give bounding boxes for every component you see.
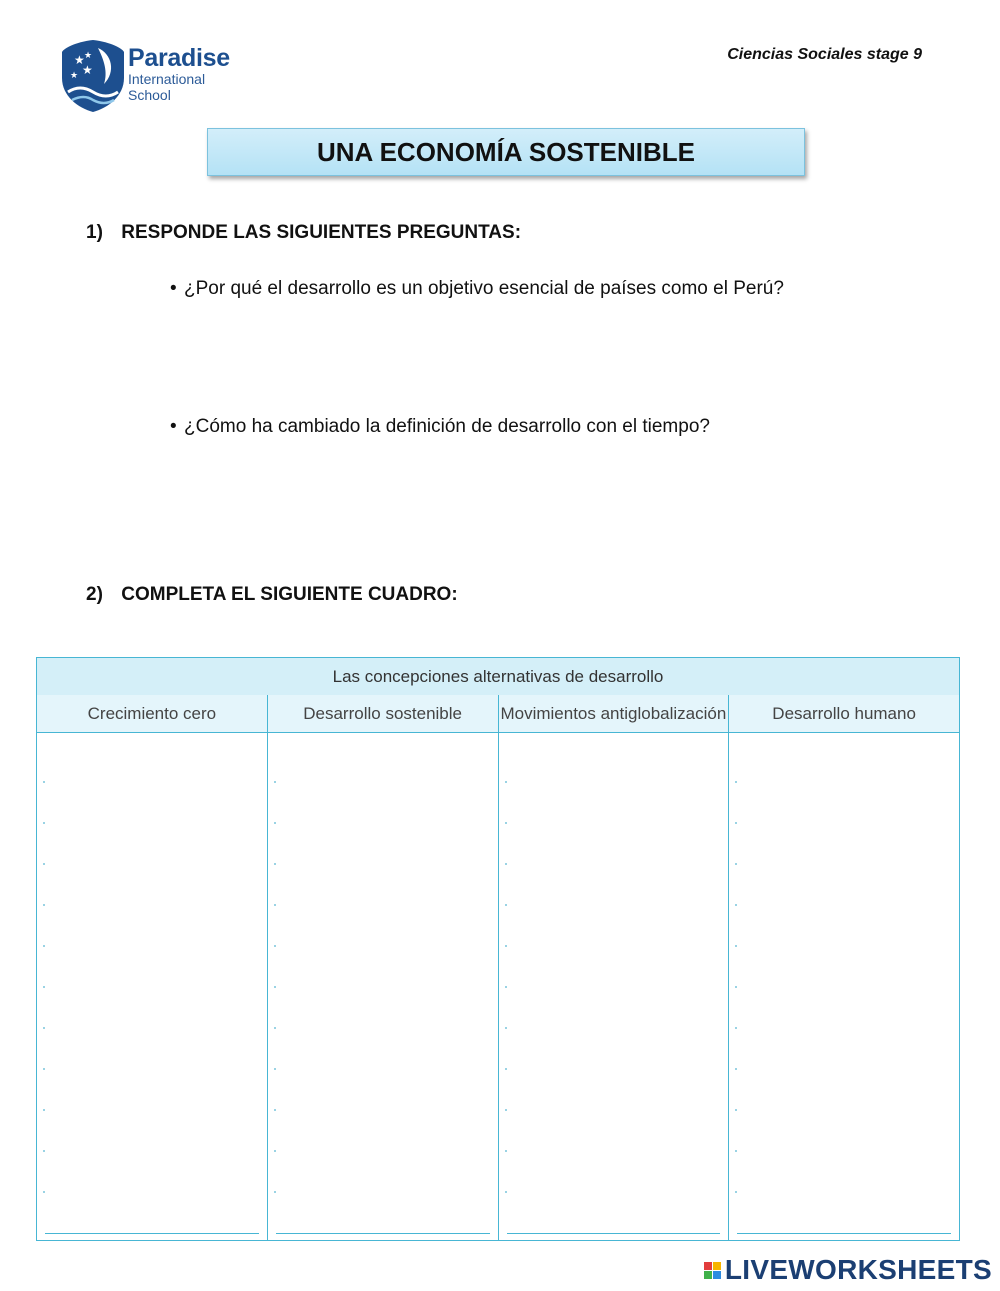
guide-dot	[505, 1109, 507, 1111]
guide-dot	[274, 1068, 276, 1070]
liveworksheets-wordmark: LIVEWORKSHEETS	[724, 1254, 992, 1285]
worksheet-title: UNA ECONOMÍA SOSTENIBLE	[207, 128, 805, 176]
bullet-icon: •	[170, 416, 177, 437]
guide-dot	[505, 1191, 507, 1193]
logo-name: Paradise	[128, 44, 230, 72]
guide-dot	[274, 945, 276, 947]
section2-heading-text: COMPLETA EL SIGUIENTE CUADRO:	[121, 584, 458, 605]
liveworksheets-brand	[704, 1254, 992, 1286]
guide-dot	[43, 1068, 45, 1070]
guide-dot	[735, 1068, 737, 1070]
guide-dot	[43, 781, 45, 783]
guide-dot	[274, 986, 276, 988]
section2-number: 2)	[86, 584, 103, 605]
logo-square	[704, 1271, 712, 1279]
section1-heading	[86, 222, 521, 244]
answer-line	[276, 1233, 490, 1234]
guide-dot	[505, 986, 507, 988]
guide-dot	[274, 863, 276, 865]
bullet-icon: •	[170, 278, 177, 299]
guide-dot	[735, 1109, 737, 1111]
guide-dot	[735, 822, 737, 824]
svg-text:★: ★	[84, 51, 93, 61]
guide-dot	[505, 1068, 507, 1070]
guide-dot	[43, 1150, 45, 1152]
guide-dot	[505, 945, 507, 947]
answer-cell-desarrollo-sostenible[interactable]	[268, 733, 499, 1240]
guide-dot	[274, 1109, 276, 1111]
logo-subtitle-line2: School	[128, 87, 171, 103]
guide-dot	[505, 781, 507, 783]
school-logo	[60, 38, 240, 114]
answer-line	[45, 1233, 259, 1234]
logo-square	[704, 1262, 712, 1270]
guide-dot	[735, 945, 737, 947]
guide-dot	[43, 904, 45, 906]
guide-dot	[735, 863, 737, 865]
guide-dot	[43, 1191, 45, 1193]
svg-text:★: ★	[74, 53, 85, 67]
guide-dot	[274, 822, 276, 824]
guide-dot	[505, 904, 507, 906]
guide-dot	[274, 904, 276, 906]
section1-number: 1)	[86, 222, 103, 243]
column-header-desarrollo-sostenible: Desarrollo sostenible	[268, 695, 499, 732]
guide-dot	[735, 904, 737, 906]
svg-text:★: ★	[70, 71, 79, 81]
table-caption: Las concepciones alternativas de desarrollo	[37, 658, 959, 696]
column-header-crecimiento-cero: Crecimiento cero	[37, 695, 268, 732]
column-header-desarrollo-humano: Desarrollo humano	[772, 703, 916, 723]
guide-dot	[43, 986, 45, 988]
question-1	[170, 278, 784, 300]
answer-cell-movimientos-antiglobalizacion[interactable]	[499, 733, 730, 1240]
section1-heading-text: RESPONDE LAS SIGUIENTES PREGUNTAS:	[121, 222, 522, 243]
question-2-text: ¿Cómo ha cambiado la definición de desarrollo con el tiempo?	[184, 416, 710, 437]
guide-dot	[274, 1027, 276, 1029]
answer-cell-desarrollo-humano[interactable]	[729, 733, 959, 1240]
svg-text:★: ★	[82, 63, 93, 77]
table-header-row	[37, 695, 959, 733]
course-label: Ciencias Sociales stage 9	[727, 46, 922, 63]
guide-dot	[505, 863, 507, 865]
guide-dot	[43, 945, 45, 947]
logo-subtitle-line1: International	[128, 71, 206, 87]
guide-dot	[274, 1150, 276, 1152]
guide-dot	[735, 1150, 737, 1152]
guide-dot	[43, 1027, 45, 1029]
concepts-table	[36, 657, 960, 1241]
guide-dot	[43, 1109, 45, 1111]
guide-dot	[505, 1150, 507, 1152]
liveworksheets-logo-icon	[704, 1262, 721, 1279]
guide-dot	[43, 863, 45, 865]
table-body	[37, 733, 959, 1240]
guide-dot	[505, 822, 507, 824]
guide-dot	[735, 1191, 737, 1193]
logo-square	[713, 1271, 721, 1279]
guide-dot	[274, 1191, 276, 1193]
answer-cell-crecimiento-cero[interactable]	[37, 733, 268, 1240]
section2-heading	[86, 584, 458, 606]
question-1-text: ¿Por qué el desarrollo es un objetivo esencial de países como el Perú?	[184, 278, 784, 299]
guide-dot	[735, 986, 737, 988]
column-header-movimientos-antiglobalizacion: Movimientos antiglobalización	[499, 695, 730, 732]
guide-dot	[735, 1027, 737, 1029]
logo-square	[713, 1262, 721, 1270]
school-crest-icon	[60, 38, 126, 114]
answer-line	[507, 1233, 721, 1234]
guide-dot	[735, 781, 737, 783]
guide-dot	[43, 822, 45, 824]
question-2	[170, 416, 710, 438]
answer-line	[737, 1233, 951, 1234]
guide-dot	[505, 1027, 507, 1029]
guide-dot	[274, 781, 276, 783]
